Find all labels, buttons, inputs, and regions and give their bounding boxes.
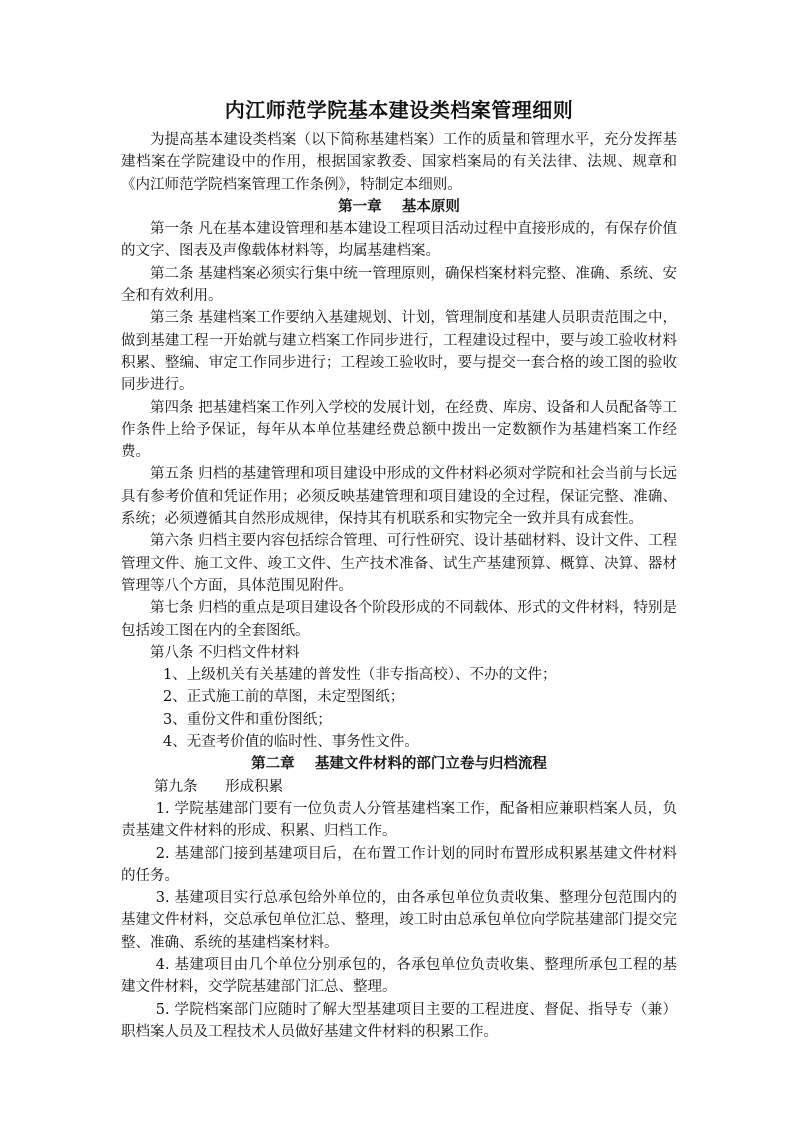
exclusion-item-1: 1、上级机关有关基建的普发性（非专指高校）、不办的文件； xyxy=(163,667,557,684)
process-item-1: 1. 学院基建部门要有一位负责人分管基建档案工作，配备相应兼职档案人员，负责基建文件材料的形成、积累、归档工作。 xyxy=(121,800,677,840)
article-8: 第八条 不归档文件材料 xyxy=(150,644,300,661)
article-2: 第二条 基建档案必须实行集中统一管理原则，确保档案材料完整、准确、系统、安全和有效利用。 xyxy=(121,265,677,305)
article-7: 第七条 归档的重点是项目建设各个阶段形成的不同载体、形式的文件材料，特别是包括竣工图在内的全套图纸。 xyxy=(121,600,677,639)
process-item-5: 5. 学院档案部门应随时了解大型基建项目主要的工程进度、督促、指导专（兼）职档案人员及工程技术人员做好基建文件材料的积累工作。 xyxy=(121,1001,677,1040)
process-item-4: 4. 基建项目由几个单位分别承包的，各承包单位负责收集、整理所承包工程的基建文件材料，交学院基建部门汇总、整理。 xyxy=(121,956,677,996)
exclusion-item-2: 2、正式施工前的草图，未定型图纸； xyxy=(163,689,405,706)
intro-paragraph: 为提高基本建设类档案（以下简称基建档案）工作的质量和管理水平，充分发挥基建档案在学院建设中的作用，根据国家教委、国家档案局的有关法律、法规、规章和《内江师范学院档案管理工作条例》，特制定本细则。 xyxy=(121,132,677,193)
article-6: 第六条 归档主要内容包括综合管理、可行性研究、设计基础材料、设计文件、工程管理文件、施工文件、竣工文件、生产技术准备、试生产基建预算、概算、决算、器材管理等八个方面，具体范围见附件。 xyxy=(121,533,677,594)
process-item-2: 2. 基建部门接到基建项目后，在布置工作计划的同时布置形成积累基建文件材料的任务。 xyxy=(121,845,677,884)
article-5: 第五条 归档的基建管理和项目建设中形成的文件材料必须对学院和社会当前与长远具有参考价值和凭证作用；必须反映基建管理和项目建设的全过程，保证完整、准确、系统；必须遵循其自然形成规律，保持其有机联系和实物完全一致并具有成套性。 xyxy=(121,466,677,528)
chapter-2-heading: 第二章 基建文件材料的部门立卷与归档流程 xyxy=(251,756,547,773)
document-page xyxy=(121,96,677,1043)
exclusion-item-3: 3、重份文件和重份图纸； xyxy=(163,711,332,728)
article-4: 第四条 把基建档案工作列入学校的发展计划，在经费、库房、设备和人员配备等工作条件上给予保证，每年从本单位基建经费总额中拨出一定数额作为基建档案工作经费。 xyxy=(121,399,677,461)
chapter-1-heading: 第一章 基本原则 xyxy=(338,198,460,215)
exclusion-item-4: 4、无查考价值的临时性、事务性文件。 xyxy=(163,734,419,751)
article-1: 第一条 凡在基本建设管理和基本建设工程项目活动过程中直接形成的，有保存价值的文字、图表及声像载体材料等，均属基建档案。 xyxy=(121,221,677,260)
article-3: 第三条 基建档案工作要纳入基建规划、计划，管理制度和基建人员职责范围之中，做到基建工程一开始就与建立档案工作同步进行，工程建设过程中，要与竣工验收材料积累、整编、审定工作同步进行；工程竣工验收时，要与提交一套合格的竣工图的验收同步进行。 xyxy=(121,310,677,394)
document-title: 内江师范学院基本建设类档案管理细则 xyxy=(224,98,574,122)
process-item-3: 3. 基建项目实行总承包给外单位的，由各承包单位负责收集、整理分包范围内的基建文件材料，交总承包单位汇总、整理，竣工时由总承包单位向学院基建部门提交完整、准确、系统的基建档案材料。 xyxy=(121,890,677,951)
article-9-heading: 第九条 形成积累 xyxy=(154,778,284,795)
